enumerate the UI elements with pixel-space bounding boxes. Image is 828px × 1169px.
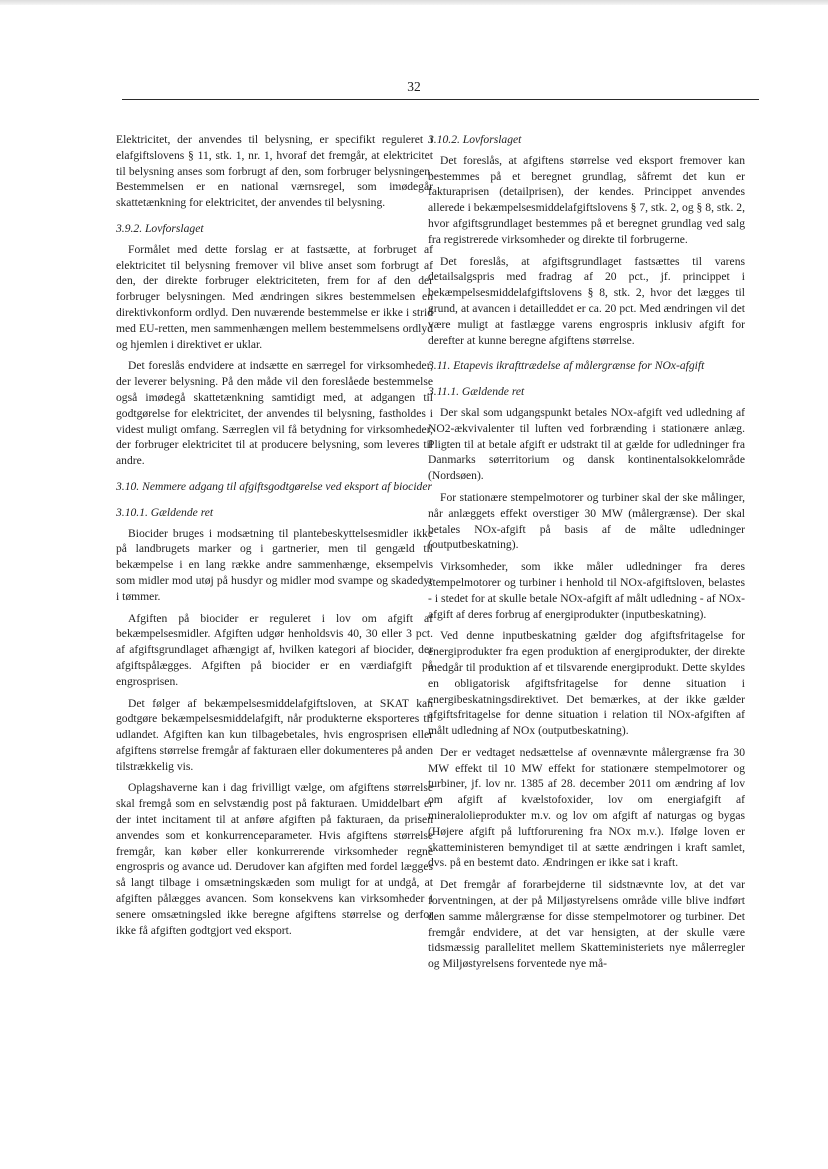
left-paragraph: Det foreslås endvidere at indsætte en særregel for virksomheder, der leverer belysning. På den måde vil den foreslåede bestemmelse også imødegå skattetænkning samtidigt med, at adgangen til godtgørelse for elektricitet, der anvendes til belysning, fastholdes i videst muligt omfang. Særreglen vil få betydning for virksomheder, der forbruger elektricitet til at producere belysning, som leveres til andre. xyxy=(116,359,433,468)
scan-edge xyxy=(0,0,828,5)
right-column xyxy=(428,132,745,978)
page-number: 32 xyxy=(407,79,421,94)
right-paragraph: Ved denne inputbeskatning gælder dog afgiftsfritagelse for energiprodukter fra egen produktion af energiprodukter, der direkte medgår til produktion af et tilsvarende energiprodukt. Dette skyldes en obligatorisk afgiftsfritagelse for denne situation i energibeskatningsdirektivet. Det bemærkes, at der ikke gælder afgiftsfritagelse for denne situation i relation til NOx-afgiften af målt udledning af NOx (outputbeskatning). xyxy=(428,629,745,738)
right-paragraph: Det foreslås, at afgiftsgrundlaget fastsættes til varens detailsalgspris med fradrag af 20 pct., jf. princippet i bekæmpelsesmiddelafgiftslovens § 8, stk. 2, hvor det lægges til grund, at avancen i detailleddet er ca. 20 pct. Med ændringen vil det være muligt at fastlægge varens engrospris inklusiv afgift for derefter at kunne beregne afgiftens størrelse. xyxy=(428,254,745,347)
right-paragraph: Det foreslås, at afgiftens størrelse ved eksport fremover kan bestemmes på et beregnet grundlag, såfremt det kun er fakturaprisen (detailprisen), der kendes. Princippet anvendes allerede i bekæmpelsesmiddelafgiftslovens § 7, stk. 2, og § 8, stk. 2, hvor afgiftsgrundlaget bestemmes på et beregnet grundlag ved salg fra registrerede virksomheder og direkte til forbrugerne. xyxy=(428,153,745,246)
left-paragraph: Biocider bruges i modsætning til plantebeskyttelsesmidler ikke på landbrugets marker og i gartnerier, men til gengæld til bekæmpelse i en lang række andre sammenhænge, eksempelvis som midler mod utøj på husdyr og midler mod svampe og skadedyr i tømmer. xyxy=(116,526,433,603)
header-rule xyxy=(122,99,759,100)
left-heading: 3.10. Nemmere adgang til afgiftsgodtgørelse ved eksport af biocider xyxy=(116,479,432,493)
left-paragraph: Elektricitet, der anvendes til belysning, er specifikt reguleret i elafgiftslovens § 11, stk. 1, nr. 1, hvoraf det fremgår, at elektricitet til belysning anses som forbrugt af den, som forbruger belysningen. Bestemmelsen er en national værnsregel, som imødegår skattetænkning for elektricitet, der anvendes til belysning. xyxy=(116,133,433,210)
right-paragraph: Det fremgår af forarbejderne til sidstnævnte lov, at det var forventningen, at der på Miljøstyrelsens område ville blive indført den samme målergrænse for disse stempelmotorer og turbiner. Det fremgår endvidere, at det var hensigten, at der skulle være tidsmæssig parallelitet mellem Skatteministeriets nye målerregler og Miljøstyrelsens forventede nye må- xyxy=(428,878,745,971)
left-paragraph: Formålet med dette forslag er at fastsætte, at forbruget af elektricitet til belysning fremover vil blive anset som forbrugt af den, der direkte forbruger elektriciteten, frem for af den der forbruger belysningen. Med ændringen sikres bestemmelsen en direktivkonform ordlyd. Den nuværende bestemmelse er ikke i strid med EU-retten, men sammenhængen mellem bestemmelsens ordlyd og hjemlen i direktivet er uklar. xyxy=(116,242,433,351)
left-paragraph: Det følger af bekæmpelsesmiddelafgiftsloven, at SKAT kan godtgøre bekæmpelsesmiddelafgift, når produkterne eksporteres til udlandet. Afgiften kan kun tilbagebetales, hvis engrosprisen eller afgiftens størrelse fremgår af fakturaen eller dokumenteres på anden tilstrækkelig vis. xyxy=(116,696,433,773)
left-paragraph: Oplagshaverne kan i dag frivilligt vælge, om afgiftens størrelse skal fremgå som en selvstændig post på fakturaen. Umiddelbart er der intet incitament til at anføre afgiften på fakturaen, da prisen anvendes som et konkurrenceparameter. Hvis afgiftens størrelse fremgår, kan køber eller konkurrerende virksomheder regne engrospris og avance ud. Derudover kan afgiften med fordel lægges så langt tilbage i omsætningskæden som muligt for at undgå, at afgiften pålægges avancen. Som konsekvens kan virksomheder i senere omsætningsled ikke beregne afgiftens størrelse og derfor ikke få afgiften godtgjort ved eksport. xyxy=(116,781,433,937)
right-heading: 3.11. Etapevis ikrafttrædelse af målergrænse for NOx-afgift xyxy=(428,359,705,373)
right-paragraph: Der skal som udgangspunkt betales NOx-afgift ved udledning af NO2-ækvivalenter til luften ved forbrænding i stationære anlæg. Pligten til at betale afgift er udstrakt til at gælde for udledninger fra Danmarks søterritorium og dansk kontinentalsokkelområde (Nordsøen). xyxy=(428,405,745,483)
left-paragraph: Afgiften på biocider er reguleret i lov om afgift af bekæmpelsesmidler. Afgiften udgør henholdsvis 40, 30 eller 3 pct. af afgiftsgrundlaget afhængigt af, hvilken kategori af biocider, der afgiftspålægges. Afgiften på biocider er en værdiafgift på engrosprisen. xyxy=(116,611,433,688)
right-heading: 3.11.1. Gældende ret xyxy=(428,385,525,399)
right-paragraph: Virksomheder, som ikke måler udledninger fra deres stempelmotorer og turbiner i henhold til NOx-afgiftsloven, belastes - i stedet for at skulle betale NOx-afgift af målt udledning - af NOx-afgift af deres forbrug af energiprodukter (inputbeskatning). xyxy=(428,560,745,621)
left-heading: 3.10.1. Gældende ret xyxy=(116,505,214,519)
left-heading: 3.9.2. Lovforslaget xyxy=(116,221,204,235)
right-paragraph: Der er vedtaget nedsættelse af ovennævnte målergrænse fra 30 MW effekt til 10 MW effekt for stationære stempelmotorer og turbiner, jf. lov nr. 1385 af 28. december 2011 om ændring af lov om afgift af kvælstofoxider, lov om energiafgift af mineralolieprodukter m.v. og lov om afgift af naturgas og bygas (Højere afgift på luftforurening fra NOx m.v.). Ifølge loven er skatteministeren bemyndiget til at sætte ændringen i kraft samlet, dvs. på en bestemt dato. Ændringen er ikke sat i kraft. xyxy=(428,745,745,870)
left-column xyxy=(116,132,433,944)
right-heading: 3.10.2. Lovforslaget xyxy=(428,133,522,146)
right-paragraph: For stationære stempelmotorer og turbiner skal der ske målinger, når anlæggets effekt overstiger 30 MW (målergrænse). Der skal betales NOx-afgift på basis af de målte udledninger (outputbeskatning). xyxy=(428,490,745,552)
